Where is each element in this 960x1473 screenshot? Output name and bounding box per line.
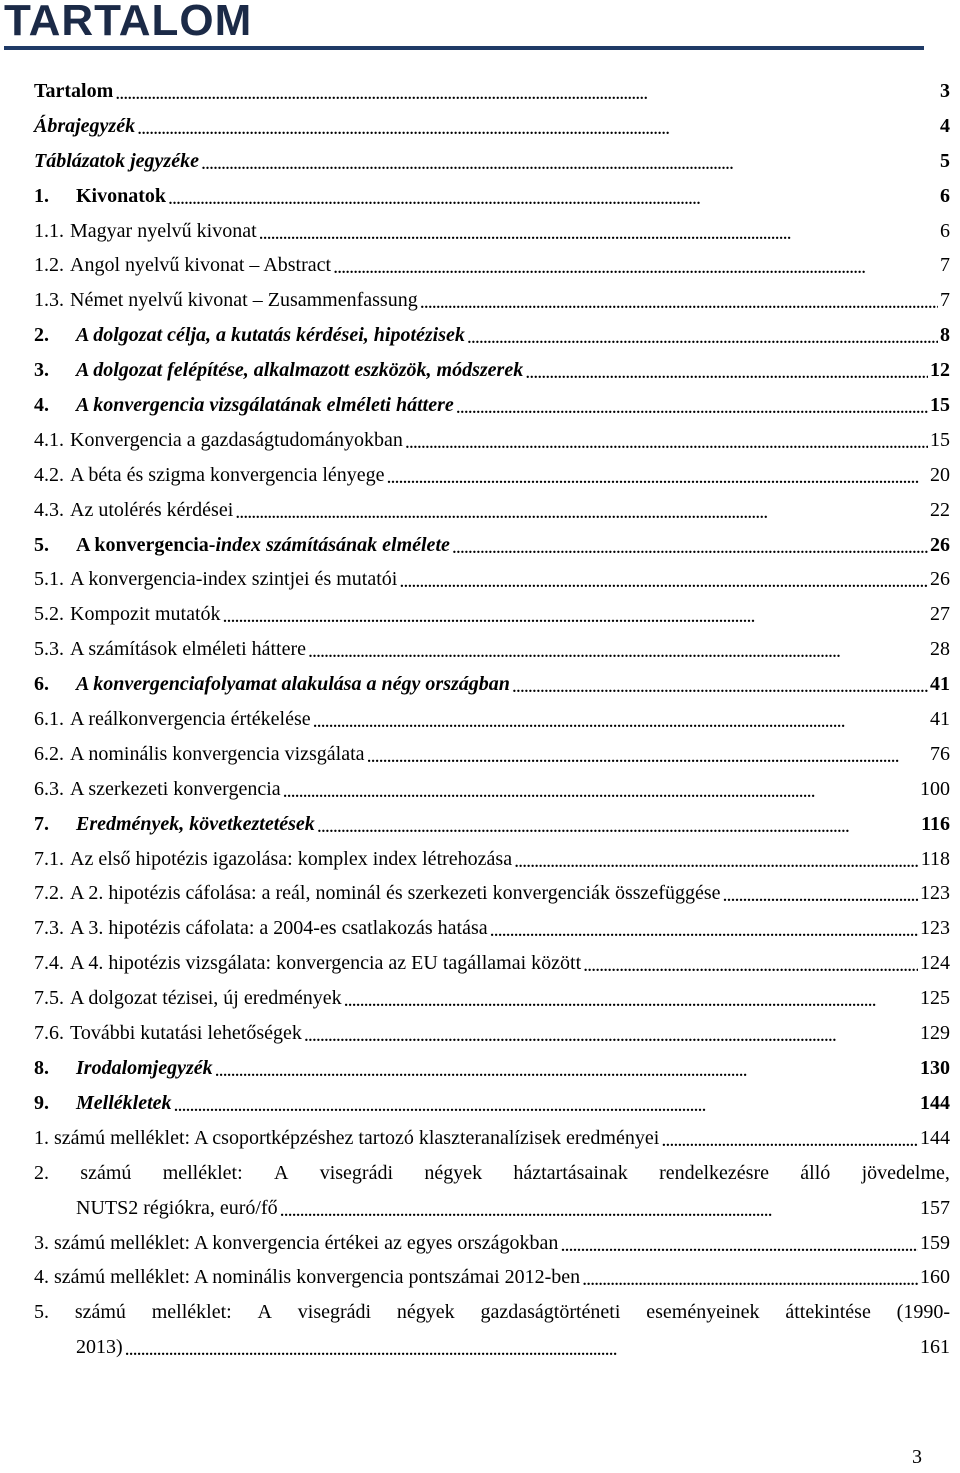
toc-entry-page: 118	[920, 847, 950, 870]
toc-entry-title: A dolgozat célja, a kutatás kérdései, hipotézisek	[76, 324, 465, 347]
toc-entry-number: 5.2.	[34, 603, 64, 626]
toc-entry-word: álló	[800, 1161, 831, 1184]
toc-entry-page: 20	[930, 463, 950, 486]
toc-entry-number: 6.2.	[34, 742, 64, 765]
toc-entry[interactable]	[34, 528, 950, 563]
toc-entry-number: 7.5.	[34, 987, 64, 1010]
toc-entry-number: 5.	[34, 533, 49, 556]
toc-entry[interactable]	[34, 876, 950, 911]
toc-entry-number: 6.	[34, 673, 49, 696]
toc-entry-page: 6	[940, 184, 950, 207]
toc-entry-number: 6.1.	[34, 707, 64, 730]
toc-entry-title: A dolgozat felépítése, alkalmazott eszközök, módszerek	[76, 359, 524, 382]
toc-entry-title: A béta és szigma konvergencia lényege	[70, 463, 385, 486]
toc-entry-title: Az utolérés kérdései	[70, 498, 234, 521]
dot-leader	[367, 745, 928, 768]
dot-leader	[235, 501, 928, 524]
toc-entry-page: 7	[940, 254, 950, 277]
toc-entry-word: visegrádi	[297, 1301, 372, 1324]
toc-entry-title: A konvergenciafolyamat alakulása a négy országban	[76, 673, 510, 696]
toc-entry-title: 1. számú melléklet: A csoportképzéshez tartozó klaszteranalízisek eredményei	[34, 1126, 660, 1149]
toc-entry[interactable]	[34, 109, 950, 144]
toc-entry-title: Táblázatok jegyzéke	[34, 149, 199, 172]
toc-entry-number: 1.2.	[34, 254, 64, 277]
toc-entry-title: A szerkezeti konvergencia	[70, 777, 281, 800]
toc-entry-title: 3. számú melléklet: A konvergencia értékei az egyes országokban	[34, 1231, 559, 1254]
toc-entry-page: 144	[920, 1126, 950, 1149]
dot-leader	[582, 1268, 918, 1291]
toc-entry-page: 3	[940, 79, 950, 102]
toc-entry-page: 28	[930, 638, 950, 661]
toc-entry-number: 1.1.	[34, 219, 64, 242]
toc-entry-title: A 2. hipotézis cáfolása: a reál, nominál és szerkezeti konvergenciák összefüggése	[70, 882, 721, 905]
toc-entry[interactable]	[34, 318, 950, 353]
page-title: TARTALOM	[4, 0, 253, 45]
toc-entry-number: 4.3.	[34, 498, 64, 521]
dot-leader	[467, 326, 938, 349]
toc-entry-title: A konvergencia-	[76, 533, 216, 556]
toc-entry-word: A	[273, 1161, 289, 1184]
toc-entry-appendix[interactable]	[34, 1156, 950, 1226]
toc-entry-word: visegrádi	[319, 1161, 394, 1184]
toc-entry[interactable]	[34, 946, 950, 981]
toc-entry[interactable]	[34, 1226, 950, 1261]
dot-leader	[661, 1129, 918, 1152]
dot-leader	[512, 675, 928, 698]
toc-entry-title: A konvergencia vizsgálatának elméleti háttere	[76, 393, 454, 416]
toc-entry[interactable]	[34, 737, 950, 772]
dot-leader	[223, 605, 928, 628]
toc-entry-title: A konvergencia-index szintjei és mutatói	[70, 568, 398, 591]
toc-entry-page: 41	[930, 673, 950, 696]
toc-entry[interactable]	[34, 1016, 950, 1051]
dot-leader	[283, 780, 918, 803]
toc-entry-number: 7.2.	[34, 882, 64, 905]
toc-entry-title: A dolgozat tézisei, új eredmények	[70, 987, 342, 1010]
dot-leader	[525, 361, 928, 384]
toc-entry-page: 159	[920, 1231, 950, 1254]
toc-entry[interactable]	[34, 807, 950, 842]
toc-entry-title: 4. számú melléklet: A nominális konvergencia pontszámai 2012-ben	[34, 1266, 581, 1289]
dot-leader	[280, 1199, 918, 1222]
toc-entry[interactable]	[34, 1086, 950, 1121]
dot-leader	[259, 222, 938, 245]
toc-entry-page: 160	[920, 1266, 950, 1289]
dot-leader	[201, 152, 938, 175]
dot-leader	[313, 710, 928, 733]
toc-entry-page: 123	[920, 882, 950, 905]
toc-entry[interactable]	[34, 423, 950, 458]
toc-entry-number: 1.3.	[34, 289, 64, 312]
toc-entry-page: 26	[930, 568, 950, 591]
toc-entry-number: 7.6.	[34, 1021, 64, 1044]
dot-leader	[215, 1059, 918, 1082]
toc-entry[interactable]	[34, 597, 950, 632]
toc-entry-word: áttekintése	[785, 1301, 871, 1324]
dot-leader	[115, 82, 938, 105]
toc-entry-page: 161	[920, 1336, 950, 1359]
toc-entry-word: számú	[80, 1161, 132, 1184]
toc-entry-number: 7.3.	[34, 917, 64, 940]
dot-leader	[317, 815, 919, 838]
dot-leader	[399, 570, 928, 593]
toc-entry-page: 129	[920, 1021, 950, 1044]
toc-entry-page: 124	[920, 952, 950, 975]
toc-entry-number: 6.3.	[34, 777, 64, 800]
toc-entry-number: 4.1.	[34, 428, 64, 451]
dot-leader	[405, 431, 928, 454]
toc-entry[interactable]	[34, 981, 950, 1016]
toc-entry-page: 41	[930, 707, 950, 730]
dot-leader	[125, 1338, 918, 1361]
title-underline	[4, 46, 924, 50]
toc-entry[interactable]	[34, 1051, 950, 1086]
toc-entry-page: 7	[940, 289, 950, 312]
toc-entry-title: A nominális konvergencia vizsgálata	[70, 742, 365, 765]
toc-entry-title: Eredmények, következtetések	[76, 812, 315, 835]
toc-entry[interactable]	[34, 458, 950, 493]
toc-entry-word: gazdaságtörténeti	[480, 1301, 621, 1324]
toc-entry-page: 22	[930, 498, 950, 521]
dot-leader	[304, 1024, 918, 1047]
toc-entry-word: négyek	[396, 1301, 455, 1324]
toc-entry-title-continued: 2013)	[76, 1336, 123, 1359]
dot-leader	[333, 256, 938, 279]
toc-entry-page: 116	[921, 812, 950, 835]
toc-entry-word: jövedelme,	[861, 1161, 950, 1184]
toc-entry-word: eseményeinek	[646, 1301, 760, 1324]
toc-entry[interactable]	[34, 1261, 950, 1296]
toc-entry-page: 144	[920, 1091, 950, 1114]
toc-entry[interactable]	[34, 74, 950, 109]
toc-entry-number: 4.2.	[34, 463, 64, 486]
toc-entry-page: 6	[940, 219, 950, 242]
dot-leader	[168, 187, 938, 210]
toc-entry-title: Német nyelvű kivonat – Zusammenfassung	[70, 289, 418, 312]
table-of-contents	[34, 74, 950, 1365]
toc-entry-appendix[interactable]	[34, 1295, 950, 1365]
toc-entry[interactable]	[34, 562, 950, 597]
dot-leader	[490, 919, 918, 942]
toc-entry-number: 7.	[34, 812, 49, 835]
toc-entry-page: 27	[930, 603, 950, 626]
toc-entry-word: (1990-	[896, 1301, 950, 1324]
toc-entry-number: 3.	[34, 359, 49, 382]
toc-entry-title: Ábrajegyzék	[34, 114, 136, 137]
toc-entry-word: A	[257, 1301, 272, 1324]
toc-entry[interactable]	[34, 179, 950, 214]
toc-entry-page: 130	[920, 1056, 950, 1079]
dot-leader	[723, 884, 919, 907]
dot-leader	[560, 1234, 918, 1257]
toc-entry-title: Irodalomjegyzék	[76, 1056, 213, 1079]
toc-entry[interactable]	[34, 1121, 950, 1156]
toc-entry[interactable]	[34, 353, 950, 388]
toc-entry-word: 5.	[34, 1301, 49, 1324]
page-number: 3	[912, 1446, 922, 1468]
toc-entry-number: 8.	[34, 1056, 49, 1079]
toc-entry-word: háztartásainak	[513, 1161, 628, 1184]
toc-entry-page: 100	[920, 777, 950, 800]
toc-entry[interactable]	[34, 632, 950, 667]
toc-entry-number: 5.3.	[34, 638, 64, 661]
toc-entry[interactable]	[34, 493, 950, 528]
dot-leader	[308, 640, 928, 663]
toc-entry-page: 76	[930, 742, 950, 765]
toc-entry[interactable]	[34, 214, 950, 249]
toc-entry-word: melléklet:	[162, 1161, 243, 1184]
toc-entry[interactable]	[34, 283, 950, 318]
toc-entry-number: 2.	[34, 324, 49, 347]
toc-entry-word: számú	[74, 1301, 126, 1324]
toc-entry-page: 125	[920, 987, 950, 1010]
toc-entry[interactable]	[34, 842, 950, 877]
toc-entry[interactable]	[34, 144, 950, 179]
toc-entry-page: 5	[940, 149, 950, 172]
toc-entry-title: Kompozit mutatók	[70, 603, 221, 626]
toc-entry-word: 2.	[34, 1161, 49, 1184]
toc-entry-title: Az első hipotézis igazolása: komplex index létrehozása	[70, 847, 513, 870]
toc-entry-page: 15	[930, 428, 950, 451]
toc-entry-word: rendelkezésre	[659, 1161, 769, 1184]
toc-entry-number: 9.	[34, 1091, 49, 1114]
toc-entry-title: A 4. hipotézis vizsgálata: konvergencia az EU tagállamai között	[70, 952, 582, 975]
toc-entry-word: melléklet:	[151, 1301, 232, 1324]
toc-entry-number: 5.1.	[34, 568, 64, 591]
toc-entry-title: A 3. hipotézis cáfolata: a 2004-es csatlakozás hatása	[70, 917, 488, 940]
toc-entry-title: Mellékletek	[76, 1091, 172, 1114]
toc-entry[interactable]	[34, 911, 950, 946]
toc-entry[interactable]	[34, 772, 950, 807]
toc-entry-title: Angol nyelvű kivonat – Abstract	[70, 254, 332, 277]
toc-entry-page: 12	[930, 359, 950, 382]
toc-entry-page: 26	[930, 533, 950, 556]
dot-leader	[514, 850, 919, 873]
toc-entry[interactable]	[34, 248, 950, 283]
dot-leader	[344, 989, 918, 1012]
toc-entry-title: A számítások elméleti háttere	[70, 638, 307, 661]
dot-leader	[137, 117, 938, 140]
toc-entry-title: A reálkonvergencia értékelése	[70, 707, 311, 730]
dot-leader	[387, 466, 928, 489]
toc-entry-number: 7.4.	[34, 952, 64, 975]
toc-entry-title: Konvergencia a gazdaságtudományokban	[70, 428, 403, 451]
toc-entry-number: 4.	[34, 393, 49, 416]
toc-entry-title: További kutatási lehetőségek	[70, 1021, 302, 1044]
toc-entry-page: 8	[940, 324, 950, 347]
dot-leader	[456, 396, 928, 419]
toc-entry-title: Tartalom	[34, 79, 114, 102]
toc-entry-page: 4	[940, 114, 950, 137]
toc-entry-title-continued: NUTS2 régiókra, euró/fő	[76, 1196, 278, 1219]
toc-entry-word: négyek	[424, 1161, 483, 1184]
toc-entry-page: 123	[920, 917, 950, 940]
dot-leader	[420, 291, 938, 314]
dot-leader	[174, 1094, 918, 1117]
toc-entry-number: 7.1.	[34, 847, 64, 870]
toc-entry-title: Kivonatok	[76, 184, 167, 207]
toc-entry[interactable]	[34, 388, 950, 423]
toc-entry-title-italic: index számításának elmélete	[215, 533, 450, 556]
dot-leader	[452, 536, 928, 559]
toc-entry-title: Magyar nyelvű kivonat	[70, 219, 257, 242]
toc-entry-page: 15	[930, 393, 950, 416]
toc-entry[interactable]	[34, 667, 950, 702]
toc-entry[interactable]	[34, 702, 950, 737]
toc-entry-number: 1.	[34, 184, 49, 207]
toc-entry-page: 157	[920, 1196, 950, 1219]
dot-leader	[583, 954, 918, 977]
